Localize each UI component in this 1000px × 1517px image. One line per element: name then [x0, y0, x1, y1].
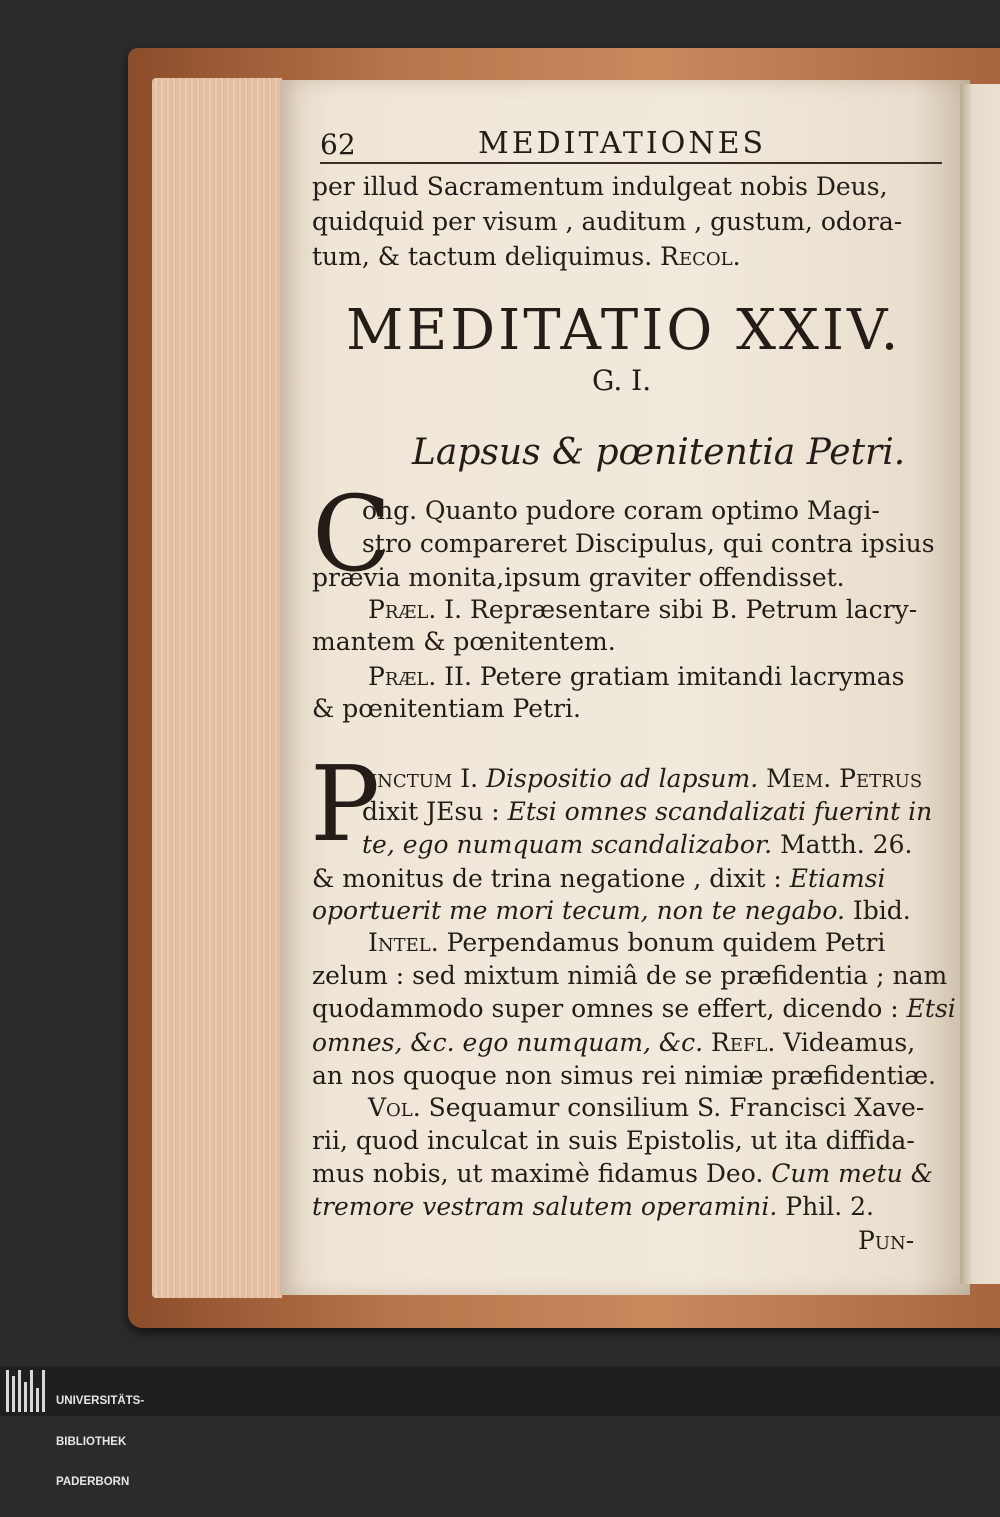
header-rule — [320, 162, 942, 164]
text-line — [312, 864, 886, 893]
running-head: MEDITATIONES — [478, 126, 767, 161]
meditation-subtitle: Lapsus & pœnitentia Petri. — [412, 432, 906, 473]
text-line — [362, 764, 922, 793]
text-run: Mem. Petrus — [758, 764, 923, 793]
refl-label: Refl. — [703, 1028, 776, 1057]
text-run: oportuerit me mori tecum, non te negabo. — [312, 896, 845, 925]
text-line: quidquid per visum , auditum , gustum, odora- — [312, 207, 903, 236]
text-line: an nos quoque non simus rei nimiæ præfidentiæ. — [312, 1061, 936, 1090]
text-run: Etsi omnes scandalizati fuerint in — [507, 797, 933, 826]
library-name-line: PADERBORN — [56, 1476, 130, 1488]
text-line: & pœnitentiam Petri. — [312, 694, 581, 723]
text-run: Videamus, — [775, 1028, 916, 1057]
text-run: Ibid. — [844, 896, 911, 925]
text-line: prævia monita,ipsum graviter offendisset. — [312, 563, 845, 592]
prael-label: Præl. II. — [368, 662, 472, 691]
text-line — [312, 994, 956, 1023]
text-line — [312, 1159, 933, 1188]
text-line: zelum : sed mixtum nimiâ de se præfidentia ; nam — [312, 961, 948, 990]
text-line — [362, 797, 932, 826]
text-run: te, ego numquam scandalizabor. — [362, 830, 773, 859]
prael-label: Præl. I. — [368, 595, 463, 624]
text-run: quodammodo super omnes se effert, dicendo : — [312, 994, 907, 1023]
text-run: Matth. 26. — [772, 830, 913, 859]
library-name-line: UNIVERSITÄTS- — [56, 1395, 145, 1407]
text-run: Petere gratiam imitandi lacrymas — [471, 662, 905, 691]
text-run: tremore vestram salutem operamini. — [312, 1192, 778, 1221]
vol-label: Vol. — [368, 1093, 421, 1122]
text-run: tum, & tactum deliquimus. — [312, 242, 661, 271]
meditation-title: MEDITATIO XXIV. — [346, 298, 902, 363]
text-run: mus nobis, ut maximè fidamus Deo. — [312, 1159, 772, 1188]
text-line: ong. Quanto pudore coram optimo Magi- — [362, 496, 880, 525]
text-run: Etiamsi — [789, 864, 886, 893]
text-line — [368, 595, 917, 624]
text-line — [368, 1093, 924, 1122]
library-name-line: BIBLIOTHEK — [56, 1435, 127, 1448]
text-line: mantem & pœnitentem. — [312, 627, 616, 656]
library-footer — [0, 1366, 1000, 1488]
catchword: Pun- — [858, 1226, 915, 1255]
page-edges — [152, 78, 282, 1298]
section-label: G. I. — [592, 364, 652, 397]
text-run: Dispositio ad lapsum. — [486, 764, 759, 793]
text-run: unctum I. — [362, 764, 487, 793]
text-run: dixit JEsu : — [362, 797, 508, 826]
text-line: stro compareret Discipulus, qui contra ipsius — [362, 529, 935, 558]
text-line: per illud Sacramentum indulgeat nobis Deus, — [312, 172, 888, 201]
text-line — [312, 896, 911, 925]
text-run: Etsi — [906, 994, 956, 1023]
text-line — [368, 662, 904, 691]
text-line — [368, 928, 885, 957]
text-run: Perpendamus bonum quidem Petri — [438, 928, 886, 957]
text-run: & monitus de trina negatione , dixit : — [312, 864, 790, 893]
intel-label: Intel. — [368, 928, 439, 957]
text-run: omnes, &c. ego numquam, &c. — [312, 1028, 704, 1057]
text-run: Phil. 2. — [777, 1192, 874, 1221]
drop-cap: P — [310, 743, 380, 865]
text-run: Sequamur consilium S. Francisci Xave- — [420, 1093, 925, 1122]
recol-label: Recol. — [660, 242, 741, 271]
library-logo-icon — [6, 1370, 50, 1412]
text-line — [312, 242, 741, 271]
page-number: 62 — [320, 128, 356, 161]
text-line — [362, 830, 912, 859]
drop-cap: C — [312, 473, 392, 595]
facing-page-edge — [960, 84, 1000, 1284]
text-run: Cum metu & — [771, 1159, 933, 1188]
text-line — [312, 1028, 915, 1057]
text-line: rii, quod inculcat in suis Epistolis, ut ita diffida- — [312, 1126, 915, 1155]
text-run: Repræsentare sibi B. Petrum lacry- — [462, 595, 918, 624]
text-line — [312, 1192, 874, 1221]
library-name — [56, 1368, 144, 1517]
